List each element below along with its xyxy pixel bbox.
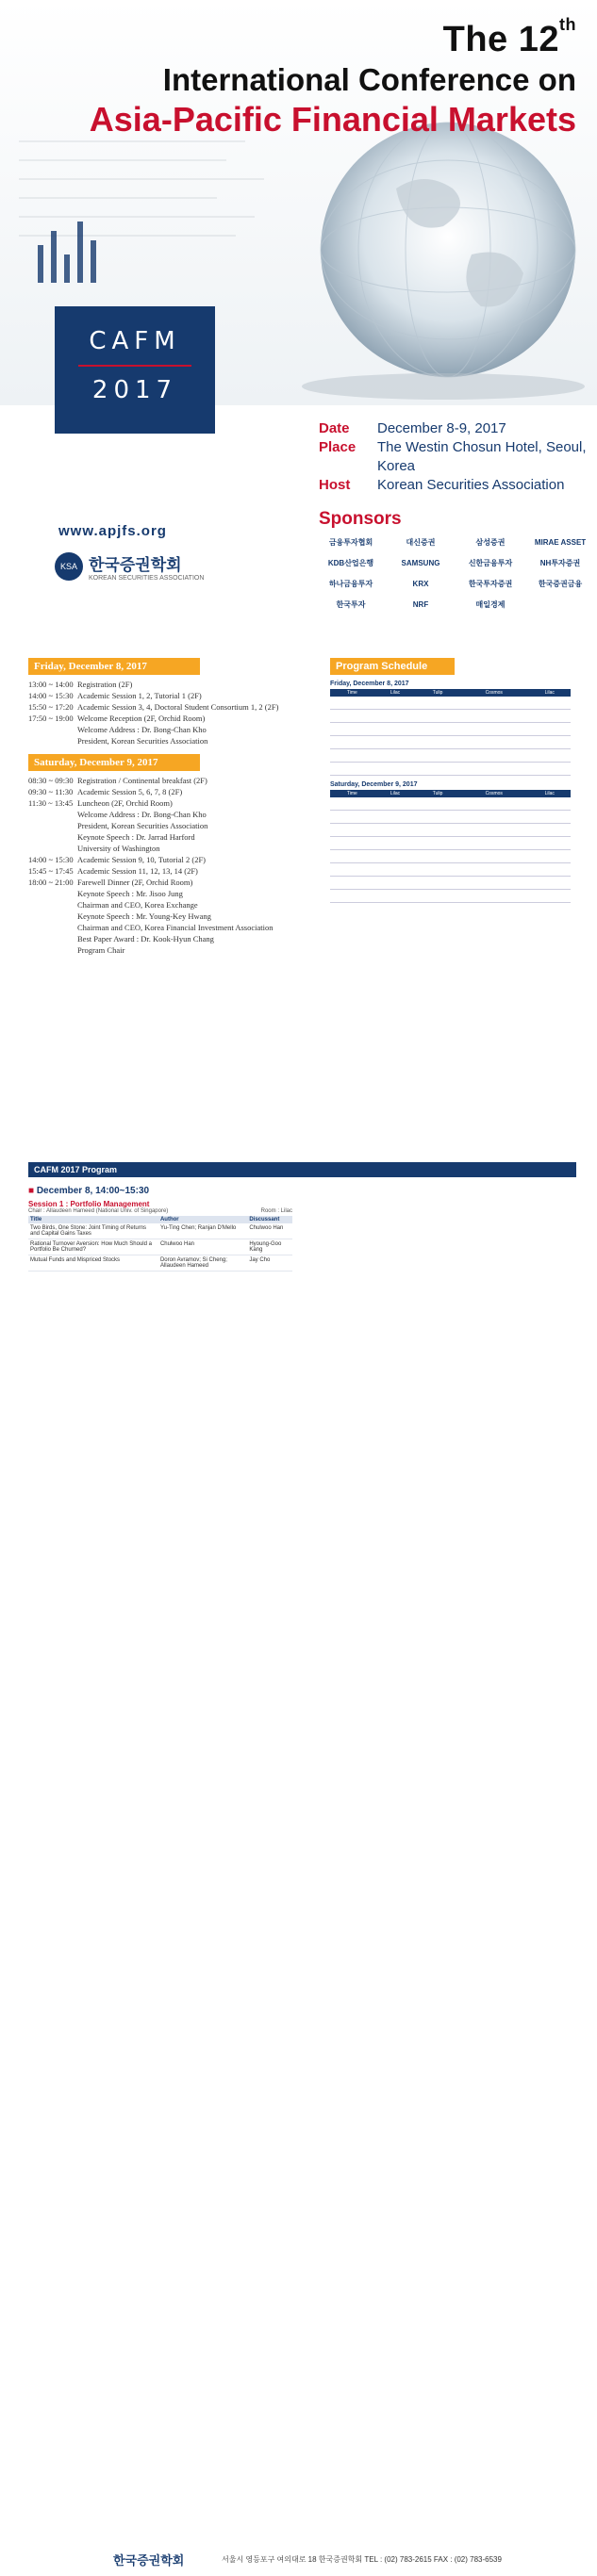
sponsor-logo: 한국투자증권 [468,580,513,588]
schedule-time [28,809,77,820]
grid-header: Cosmos [459,790,529,797]
schedule-row [28,933,311,944]
cafm-line-1: CAFM [89,327,181,355]
sponsor-logo: KRX [412,580,429,588]
kasa-seal-icon: KSA [55,552,83,581]
date-value: December 8-9, 2017 [377,420,506,436]
schedule-row [28,724,311,735]
schedule-time [28,724,77,735]
sponsor-logo: 대신증권 [406,538,436,547]
grid-row [330,763,571,776]
schedule-desc: Academic Session 1, 2, Tutorial 1 (2F) [77,691,202,700]
program-day-text: December 8, 14:00~15:30 [36,1186,150,1196]
schedule-time [28,735,77,747]
website-link[interactable]: www.apjfs.org [58,523,167,539]
schedule-desc: Chairman and CEO, Korea Financial Investment Association [77,923,274,932]
saturday-grid-table [330,790,571,903]
sponsor-logo: 매일경제 [475,600,506,609]
schedule-desc: Academic Session 9, 10, Tutorial 2 (2F) [77,855,206,864]
friday-grid-table [330,689,571,776]
program-column-left [28,1186,292,1272]
paper-discussant: Chulwoo Han [247,1223,292,1239]
session-header: Discussant [247,1216,292,1223]
grid-header: Lilac [529,790,571,797]
paper-discussant: Hyoung-Goo Kang [247,1239,292,1255]
schedule-time [28,944,77,956]
schedule-time: 18:00 ~ 21:00 [28,878,74,887]
place-row [319,438,592,476]
grid-row [330,723,571,736]
schedule-desc: Welcome Reception (2F, Orchid Room) [77,714,206,723]
schedule-time [28,933,77,944]
sponsor-logo: 금융투자협회 [328,538,373,547]
hero-banner [0,0,597,650]
schedule-time: 13:00 ~ 14:00 [28,680,74,689]
footer [0,2545,597,2576]
friday-bar: Friday, December 8, 2017 [28,658,200,675]
sponsor-logo: KDB산업은행 [327,559,374,567]
schedule-time: 09:30 ~ 11:30 [28,787,74,796]
schedule-time: 15:45 ~ 17:45 [28,866,74,876]
cafm-logo-box [55,306,215,434]
schedule-row [28,690,311,701]
schedule-time: 15:50 ~ 17:20 [28,702,74,712]
sponsor-logo: 삼성증권 [475,538,506,547]
grid-row [330,863,571,877]
date-label: Date [319,420,350,436]
cafm-line-2: 2017 [91,376,178,404]
schedule-row [28,797,311,809]
schedule-row [28,786,311,797]
schedule-row [28,854,311,865]
program-schedule-bar: Program Schedule [330,658,455,675]
grid-header: Lilac [374,790,416,797]
title-superscript: th [559,15,576,34]
schedule-time [28,831,77,843]
schedule-row [28,911,311,922]
grid-row [330,877,571,890]
friday-rows [28,679,311,747]
paper-title: Rational Turnover Aversion: How Much Should a Portfolio Be Churned? [28,1239,158,1255]
program-schedule-grid [330,658,571,903]
date-row [319,419,592,438]
sponsor-grid [319,535,592,613]
session-table [28,1216,292,1272]
schedule-row [28,775,311,786]
schedule-desc: Academic Session 11, 12, 13, 14 (2F) [77,866,198,876]
schedule-row [28,809,311,820]
schedule-row [28,899,311,911]
grid-day-saturday: Saturday, December 9, 2017 [330,781,418,788]
sponsor-logo: 한국투자 [336,600,366,609]
schedule-desc: Registration / Continental breakfast (2F) [77,776,207,785]
place-value: The Westin Chosun Hotel, Seoul, Korea [377,439,587,474]
schedule-desc: Keynote Speech : Dr. Jarrad Harford [77,832,195,842]
schedule-row [28,735,311,747]
grid-row [330,890,571,903]
grid-header: Time [330,790,374,797]
schedule-desc: Academic Session 3, 4, Doctoral Student Consortium 1, 2 (2F) [77,702,279,712]
schedule-time: 08:30 ~ 09:30 [28,776,74,785]
grid-row [330,749,571,763]
schedule-list [28,658,311,956]
schedule-time [28,820,77,831]
grid-header: Lilac [529,689,571,697]
sponsors-heading: Sponsors [319,509,402,529]
grid-row [330,710,571,723]
program-chair: Chair : Allaudeen Hameed (National Univ. of Singapore) [28,1208,169,1214]
session-header: Author [158,1216,247,1223]
schedule-time: 14:00 ~ 15:30 [28,855,74,864]
schedule-row [28,679,311,690]
schedule-row [28,922,311,933]
schedule-desc: Program Chair [77,945,125,955]
sponsor-logo: 하나금융투자 [328,580,373,588]
schedule-desc: Registration (2F) [77,680,133,689]
kasa-logo [55,551,204,582]
paper-discussant: Jay Cho [247,1255,292,1272]
host-label: Host [319,477,351,493]
grid-header: Tulip [416,790,459,797]
schedule-time [28,911,77,922]
schedule-time [28,899,77,911]
grid-row [330,850,571,863]
schedule-desc: Keynote Speech : Mr. Jisoo Jung [77,889,183,898]
schedule-time [28,888,77,899]
schedule-time: 17:50 ~ 19:00 [28,714,74,723]
paper-author: Chulwoo Han [158,1239,247,1255]
program-session-title: Session 1 : Portfolio Management [28,1200,150,1208]
schedule-row [28,877,311,888]
schedule-desc: Luncheon (2F, Orchid Room) [77,798,173,808]
schedule-desc: University of Washington [77,844,160,853]
schedule-row [28,944,311,956]
bullet-icon: ■ [28,1186,35,1196]
schedule-time: 14:00 ~ 15:30 [28,691,74,700]
session-header-row [28,1216,292,1223]
saturday-bar: Saturday, December 9, 2017 [28,754,200,771]
schedule-desc: Best Paper Award : Dr. Kook-Hyun Chang [77,934,214,943]
sponsor-logo: SAMSUNG [401,559,440,567]
schedule-row [28,843,311,854]
schedule-row [28,831,311,843]
grid-row [330,811,571,824]
place-label: Place [319,439,357,455]
schedule-time: 11:30 ~ 13:45 [28,798,74,808]
grid-row [330,824,571,837]
grid-header: Lilac [374,689,416,697]
schedule-row [28,713,311,724]
schedule-desc: President, Korean Securities Association [77,736,208,746]
schedule-time [28,843,77,854]
grid-row [330,797,571,811]
grid-header: Cosmos [459,689,529,697]
sponsor-logo: NH투자증권 [539,559,581,567]
paper-title: Two Birds, One Stone: Joint Timing of Returns and Capital Gains Taxes [28,1223,158,1239]
schedule-desc: Keynote Speech : Mr. Young-Key Hwang [77,911,211,921]
schedule-row [28,865,311,877]
program-chair-row [28,1208,292,1214]
schedule-desc: Welcome Address : Dr. Bong-Chan Kho [77,725,207,734]
schedule-row [28,888,311,899]
sponsors-section [319,509,592,613]
paper-author: Yu-Ting Chen; Ranjan D'Mello [158,1223,247,1239]
program-day-heading [28,1186,292,1196]
schedule-desc: Chairman and CEO, Korea Exchange [77,900,198,910]
grid-row [330,697,571,710]
schedule-row [28,820,311,831]
program-room: Room : Lilac [260,1208,292,1214]
grid-header-row [330,790,571,797]
paper-title: Mutual Funds and Mispriced Stocks [28,1255,158,1272]
kasa-name: 한국증권학회 [89,556,182,574]
saturday-rows [28,775,311,956]
program-bar: CAFM 2017 Program [28,1162,576,1177]
cafm-divider [78,365,191,367]
paper-author: Doron Avramov; Si Cheng; Allaudeen Hameed [158,1255,247,1272]
session-row [28,1223,292,1239]
schedule-desc: Welcome Address : Dr. Bong-Chan Kho [77,810,207,819]
schedule-desc: Academic Session 5, 6, 7, 8 (2F) [77,787,183,796]
session-row [28,1255,292,1272]
title-line-1: The 12th [442,15,576,59]
event-info [319,419,592,495]
conference-title [90,15,576,139]
schedule-desc: President, Korean Securities Association [77,821,208,830]
grid-row [330,837,571,850]
schedule-row [28,701,311,713]
schedule-time [28,922,77,933]
kasa-subtitle: KOREAN SECURITIES ASSOCIATION [89,575,205,582]
footer-contact: 서울시 영등포구 여의대로 18 한국증권학회 TEL : (02) 783-2615 FAX : (02) 783-6539 [222,2555,502,2564]
sponsor-logo: NRF [412,600,429,609]
session-row [28,1239,292,1255]
sponsor-logo: 신한금융투자 [468,559,513,567]
title-line-2: International Conference on [162,62,576,97]
footer-logo: 한국증권학회 [113,2553,185,2568]
schedule-desc: Farewell Dinner (2F, Orchid Room) [77,878,193,887]
session-header: Title [28,1216,158,1223]
grid-header: Time [330,689,374,697]
schedule-section [0,650,597,1159]
grid-row [330,736,571,749]
grid-header-row [330,689,571,697]
grid-day-friday: Friday, December 8, 2017 [330,681,409,687]
host-value: Korean Securities Association [377,477,565,493]
title-line-3: Asia-Pacific Financial Markets [89,100,576,139]
sponsor-logo: MIRAE ASSET [534,538,587,547]
grid-header: Tulip [416,689,459,697]
sponsor-logo: 한국증권금융 [538,580,583,588]
host-row [319,476,592,495]
